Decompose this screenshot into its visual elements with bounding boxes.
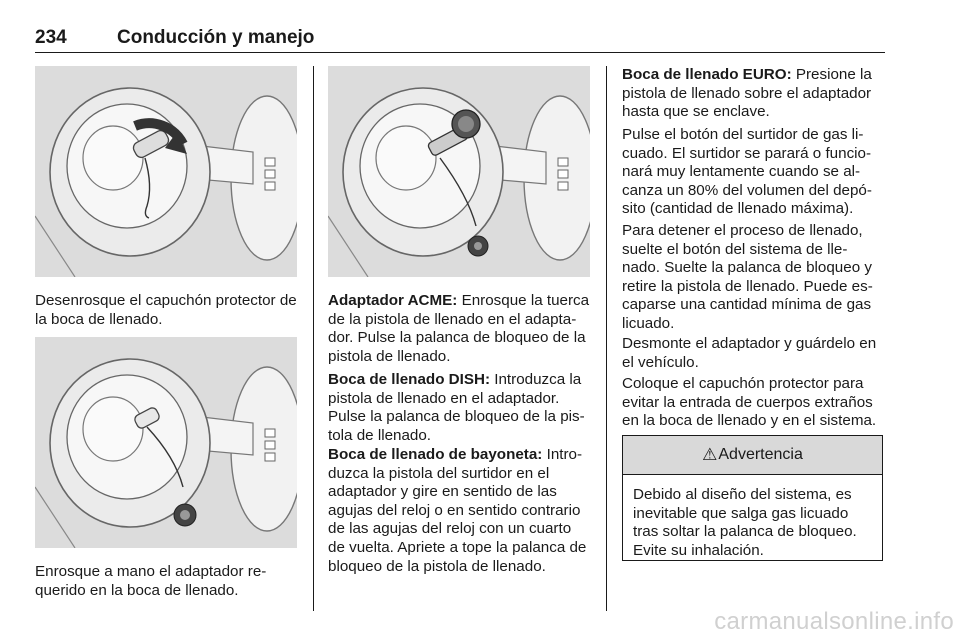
paragraph-bayonet-fill	[328, 446, 592, 576]
text-euro: Presione la pistola de llenado sobre el adaptador hasta que se enclave.	[622, 66, 872, 121]
figure-nozzle-adapter	[328, 66, 590, 277]
label-acme: Adaptador ACME:	[328, 292, 458, 309]
figure-unscrew-cap	[35, 66, 297, 277]
fuel-door-illustration-3	[328, 66, 590, 277]
fuel-door-illustration-1	[35, 66, 297, 277]
figure-screw-adapter	[35, 337, 297, 548]
paragraph-euro-fill	[622, 66, 886, 122]
text-dish: Introduzca la pistola de llenado en el adaptador. Pulse la palanca de bloqueo de la pis- tola de llenado.	[328, 371, 585, 444]
watermark: carmanualsonline.info	[714, 608, 954, 635]
chapter-title: Conducción y manejo	[117, 27, 315, 48]
paragraph-dish-fill	[328, 371, 592, 445]
warning-body: Debido al diseño del sistema, es inevitable que salga gas licuado tras soltar la palanca de bloqueo. Evite su inhalación.	[633, 486, 857, 559]
warning-header	[623, 436, 882, 475]
label-dish: Boca de llenado DISH:	[328, 371, 491, 388]
label-euro: Boca de llenado EURO:	[622, 66, 792, 83]
paragraph-stop-filling: Para detener el proceso de llenado, suelte el botón del sistema de lle- nado. Suelte la palanca de bloqueo y retire la pistola de llenado. Puede es- caparse una cantidad mínima de gas licuado.	[622, 222, 873, 332]
paragraph-acme-adapter	[328, 292, 592, 366]
warning-title: Advertencia	[718, 446, 803, 463]
paragraph-press-button: Pulse el botón del surtidor de gas li- cuado. El surtidor se parará o funcio- nará muy lentamente cuando se al- canza un 80% del volumen del depó- sito (cantidad de llenado máxima).	[622, 126, 872, 218]
fuel-door-illustration-2	[35, 337, 297, 548]
caption-screw-adapter: Enrosque a mano el adaptador re- querido en la boca de llenado.	[35, 563, 267, 599]
paragraph-protective-cap: Coloque el capuchón protector para evitar la entrada de cuerpos extraños en la boca de llenado y en el sistema.	[622, 375, 877, 430]
caption-unscrew-cap: Desenrosque el capuchón protector de la boca de llenado.	[35, 292, 297, 328]
warning-box	[622, 435, 883, 561]
warning-triangle-icon: ⚠	[702, 445, 718, 464]
text-bayonet: Intro- duzca la pistola del surtidor en el adaptador y gire en sentido de las agujas del reloj o en sentido contrario de las agujas del reloj con un cuarto de vuelta. Apriete a tope la palanca de bloqueo de la pistola de llenado.	[328, 446, 587, 575]
column-divider-2	[606, 66, 607, 611]
paragraph-remove-adapter: Desmonte el adaptador y guárdelo en el vehículo.	[622, 335, 877, 371]
page-number: 234	[35, 27, 67, 48]
label-bayonet: Boca de llenado de bayoneta:	[328, 446, 543, 463]
column-divider-1	[313, 66, 314, 611]
page-header	[35, 22, 885, 53]
text-acme: Enrosque la tuerca de la pistola de llenado en el adapta- dor. Pulse la palanca de bloqueo de la pistola de llenado.	[328, 292, 590, 365]
